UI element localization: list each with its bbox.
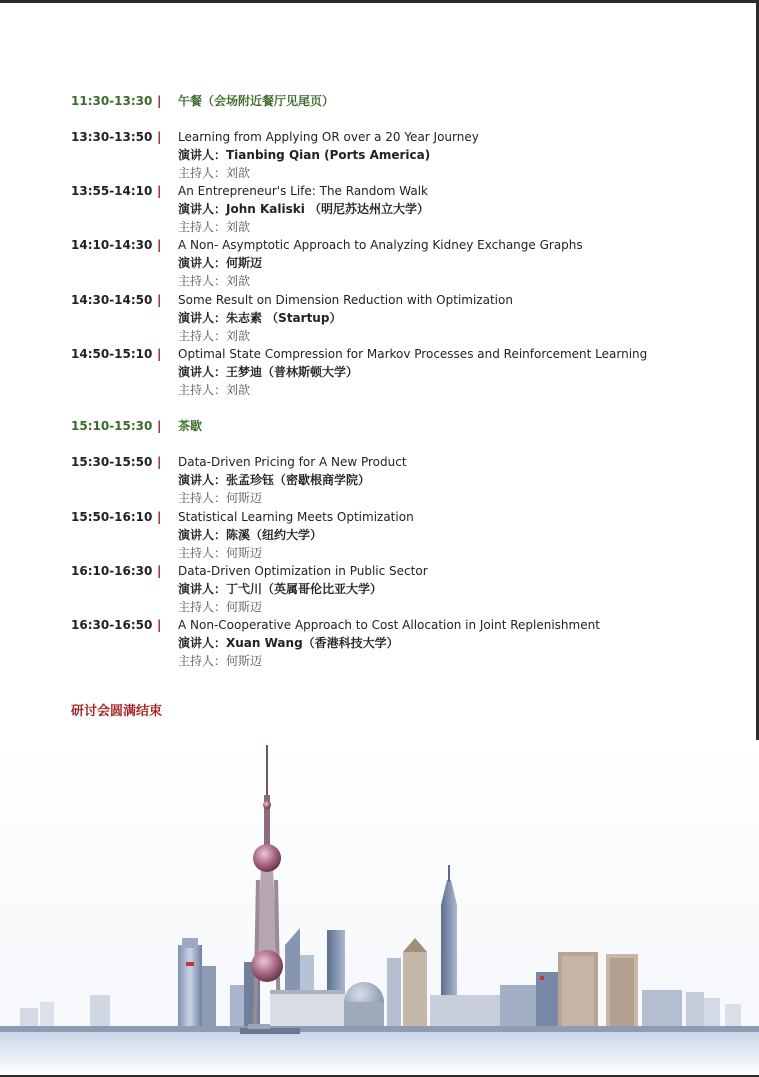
talk-host: 主持人：何斯迈 <box>178 600 263 614</box>
separator: | <box>157 293 162 307</box>
talk-speaker: 演讲人：Xuan Wang（香港科技大学） <box>178 636 399 650</box>
talk-speaker: 演讲人：John Kaliski （明尼苏达州立大学） <box>178 202 430 216</box>
separator: | <box>157 238 162 252</box>
talk-time: 16:10-16:30 <box>71 564 153 578</box>
talk-host: 主持人：何斯迈 <box>178 546 263 560</box>
tea-break-label: 茶歇 <box>178 419 203 433</box>
talk-time: 13:30-13:50 <box>71 130 153 144</box>
talk-speaker: 演讲人：朱志素 （Startup） <box>178 311 342 325</box>
talk-speaker: 演讲人：张孟珍钰（密歇根商学院） <box>178 473 371 487</box>
talk-title: Some Result on Dimension Reduction with Optimization <box>178 293 513 307</box>
talk-title: Statistical Learning Meets Optimization <box>178 510 414 524</box>
talk-time: 16:30-16:50 <box>71 618 153 632</box>
separator: | <box>157 347 162 361</box>
talk-title: Data-Driven Optimization in Public Sector <box>178 564 428 578</box>
talk-host: 主持人：何斯迈 <box>178 491 263 505</box>
talk-host: 主持人：刘歆 <box>178 274 251 288</box>
tea-break-time: 15:10-15:30 <box>71 419 153 433</box>
talk-host: 主持人：何斯迈 <box>178 654 263 668</box>
talk-time: 14:30-14:50 <box>71 293 153 307</box>
talk-title: Optimal State Compression for Markov Processes and Reinforcement Learning <box>178 347 648 361</box>
talk-speaker: 演讲人：陈溪（纽约大学） <box>178 528 323 542</box>
talk-host: 主持人：刘歆 <box>178 383 251 397</box>
separator: | <box>157 564 162 578</box>
separator: | <box>157 130 162 144</box>
talk-title: Learning from Applying OR over a 20 Year Journey <box>178 130 479 144</box>
talk-title: A Non- Asymptotic Approach to Analyzing Kidney Exchange Graphs <box>178 238 583 252</box>
talk-title: A Non-Cooperative Approach to Cost Allocation in Joint Replenishment <box>178 618 600 632</box>
talk-title: Data-Driven Pricing for A New Product <box>178 455 407 469</box>
talk-speaker: 演讲人：丁弋川（英属哥伦比亚大学） <box>178 582 383 596</box>
separator: | <box>157 618 162 632</box>
talk-host: 主持人：刘歆 <box>178 329 251 343</box>
talk-speaker: 演讲人：Tianbing Qian (Ports America) <box>178 148 431 162</box>
talk-time: 15:50-16:10 <box>71 510 153 524</box>
separator: | <box>157 94 162 108</box>
lunch-label: 午餐（会场附近餐厅见尾页） <box>178 94 335 108</box>
page-border-top <box>0 0 759 3</box>
talk-host: 主持人：刘歆 <box>178 166 251 180</box>
separator: | <box>157 184 162 198</box>
talk-host: 主持人：刘歆 <box>178 220 251 234</box>
separator: | <box>157 419 162 433</box>
talk-time: 14:50-15:10 <box>71 347 153 361</box>
city-skyline-illustration <box>0 740 759 1075</box>
talk-time: 13:55-14:10 <box>71 184 153 198</box>
talk-speaker: 演讲人：何斯迈 <box>178 256 263 270</box>
talk-title: An Entrepreneur's Life: The Random Walk <box>178 184 428 198</box>
river <box>0 1032 759 1075</box>
lunch-time: 11:30-13:30 <box>71 94 153 108</box>
talk-time: 15:30-15:50 <box>71 455 153 469</box>
talk-speaker: 演讲人：王梦迪（普林斯顿大学） <box>178 365 359 379</box>
closing-note: 研讨会圆满结束 <box>71 704 163 719</box>
separator: | <box>157 455 162 469</box>
talk-time: 14:10-14:30 <box>71 238 153 252</box>
separator: | <box>157 510 162 524</box>
